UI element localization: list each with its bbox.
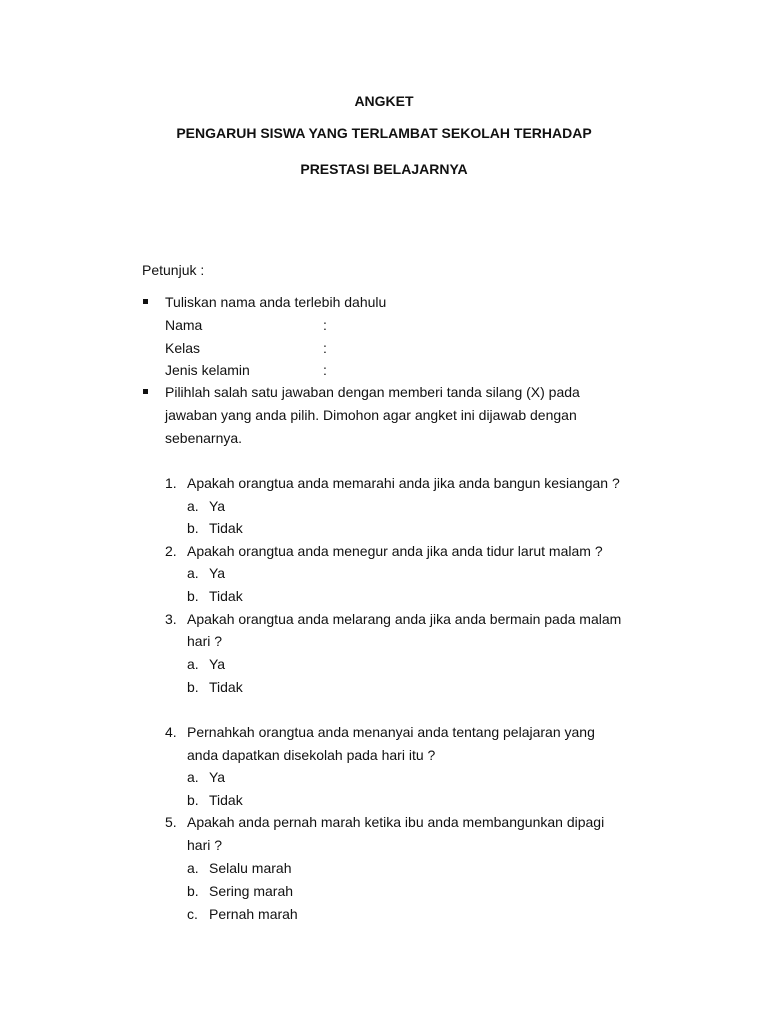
option-text: Ya <box>209 565 226 581</box>
option-key: a. <box>187 860 199 876</box>
option-key: a. <box>187 769 199 785</box>
question-text: Apakah anda pernah marah ketika ibu anda membangunkan dipagi <box>187 814 605 830</box>
option-key: b. <box>187 679 199 695</box>
question-text: Apakah orangtua anda menegur anda jika anda tidur larut malam ? <box>187 543 603 559</box>
option-text: Selalu marah <box>209 860 292 876</box>
option-text: Pernah marah <box>209 906 298 922</box>
option-key: b. <box>187 520 199 536</box>
option-text: Tidak <box>209 520 243 536</box>
field-separator: : <box>323 362 327 378</box>
option-text: Ya <box>209 769 226 785</box>
option-key: c. <box>187 906 198 922</box>
instruction-bullet-2-line3: sebenarnya. <box>165 430 243 446</box>
document-subtitle-line2: PRESTASI BELAJARNYA <box>300 161 468 177</box>
question-text: Apakah orangtua anda melarang anda jika anda bermain pada malam <box>187 611 622 627</box>
question-number: 5. <box>165 814 177 830</box>
instruction-bullet-2-line1: Pilihlah salah satu jawaban dengan memberi tanda silang (X) pada <box>165 384 580 400</box>
bullet-marker <box>143 389 148 394</box>
field-label-jenis-kelamin: Jenis kelamin <box>165 362 250 378</box>
field-label-nama: Nama <box>165 317 203 333</box>
instruction-bullet-1: Tuliskan nama anda terlebih dahulu <box>165 294 387 310</box>
option-key: a. <box>187 498 199 514</box>
document-subtitle-line1: PENGARUH SISWA YANG TERLAMBAT SEKOLAH TERHADAP <box>176 125 592 141</box>
option-text: Tidak <box>209 679 243 695</box>
option-text: Tidak <box>209 588 243 604</box>
question-text-continued: hari ? <box>187 837 223 853</box>
field-label-kelas: Kelas <box>165 340 201 356</box>
question-text: Apakah orangtua anda memarahi anda jika anda bangun kesiangan ? <box>187 475 620 491</box>
question-number: 3. <box>165 611 177 627</box>
bullet-marker <box>143 299 148 304</box>
question-number: 1. <box>165 475 177 491</box>
option-key: a. <box>187 565 199 581</box>
option-text: Ya <box>209 498 226 514</box>
option-text: Sering marah <box>209 883 294 899</box>
question-text: Pernahkah orangtua anda menanyai anda tentang pelajaran yang <box>187 724 595 740</box>
option-key: b. <box>187 792 199 808</box>
question-text-continued: anda dapatkan disekolah pada hari itu ? <box>187 747 436 763</box>
option-key: b. <box>187 883 199 899</box>
option-text: Ya <box>209 656 226 672</box>
field-separator: : <box>323 317 327 333</box>
instruction-bullet-2-line2: jawaban yang anda pilih. Dimohon agar angket ini dijawab dengan <box>165 407 577 423</box>
document-title: ANGKET <box>354 93 414 109</box>
question-number: 2. <box>165 543 177 559</box>
instructions-heading: Petunjuk : <box>142 262 205 278</box>
option-text: Tidak <box>209 792 243 808</box>
question-number: 4. <box>165 724 177 740</box>
option-key: b. <box>187 588 199 604</box>
question-text-continued: hari ? <box>187 633 223 649</box>
option-key: a. <box>187 656 199 672</box>
field-separator: : <box>323 340 327 356</box>
